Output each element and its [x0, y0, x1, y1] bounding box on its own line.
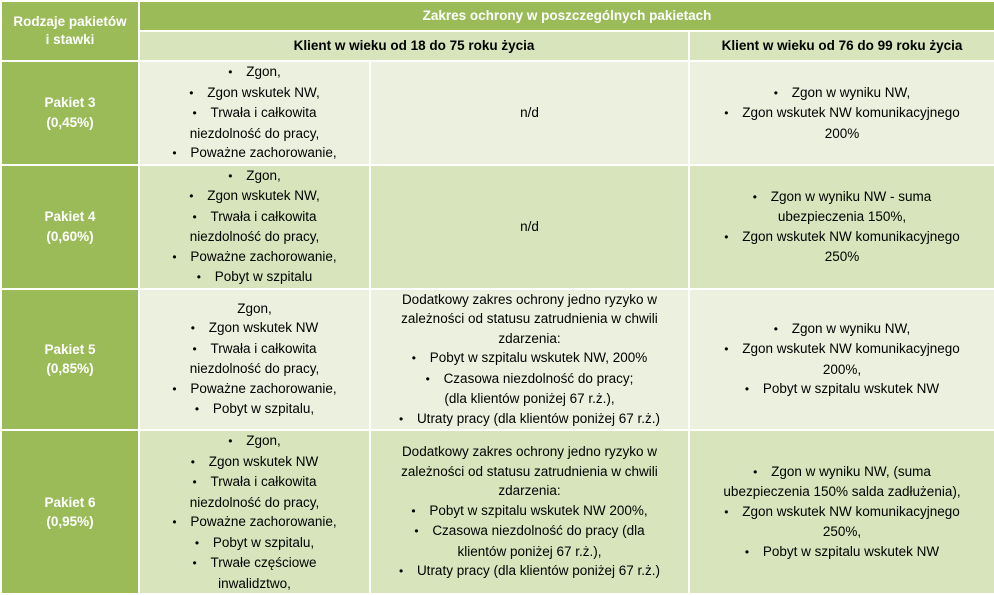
list-item-text: Zgon,: [246, 433, 281, 448]
bullet-icon: •: [189, 85, 194, 100]
list-item-text: Dodatkowy zakres ochrony jedno ryzyko w: [401, 291, 658, 307]
header-package-types: [1, 1, 139, 61]
coverage-list: [371, 442, 688, 582]
list-item: [140, 574, 369, 594]
list-item: [371, 217, 688, 237]
list-item: [690, 227, 994, 248]
header-age-76-99: Klient w wieku od 76 do 99 roku życia: [689, 31, 994, 61]
list-item-text: Zgon wskutek NW,: [207, 84, 320, 100]
list-item: [371, 103, 688, 123]
coverage-list-c: [689, 61, 994, 165]
bullet-icon: •: [425, 371, 430, 386]
list-item-text: Zgon wskutek NW komunikacyjnego: [742, 228, 960, 244]
bullet-icon: •: [724, 106, 729, 120]
list-item-text: Utraty pracy (dla klientów poniżej 67 r.ż.): [416, 410, 661, 426]
list-item: [371, 369, 688, 390]
list-item-text: Zgon,: [237, 300, 272, 316]
list-item-text: 250%: [824, 249, 860, 264]
coverage-list: [690, 319, 994, 400]
list-item-text: ubezpieczenia 150% salda zadłużenia),: [723, 484, 961, 500]
list-item: [371, 501, 688, 522]
coverage-list: [140, 431, 369, 593]
list-item: [690, 319, 994, 340]
coverage-list-b: [370, 165, 689, 289]
list-item: [690, 103, 994, 124]
bullet-icon: •: [228, 434, 233, 448]
list-item-text: Poważne zachorowanie,: [190, 380, 337, 396]
coverage-list: [140, 166, 369, 288]
table-row: [1, 165, 994, 289]
list-item: [140, 299, 369, 319]
list-item: [371, 481, 688, 501]
coverage-list: [371, 290, 688, 430]
list-item-text: 250%,: [822, 524, 862, 540]
list-item-text: Zgon w wyniku NW, (suma: [771, 463, 931, 479]
list-item-text: 200%: [824, 125, 860, 141]
bullet-icon: •: [190, 454, 195, 469]
list-item: [371, 561, 688, 582]
list-item-text: Pobyt w szpitalu wskutek NW 200%,: [429, 502, 648, 518]
list-item-text: inwalidztwo,: [218, 575, 291, 591]
list-item-text: Zgon wskutek NW komunikacyjnego: [742, 341, 960, 357]
list-item: [140, 247, 369, 268]
coverage-list: [371, 217, 688, 237]
list-item-text: 200%,: [822, 361, 862, 377]
list-item: [371, 290, 688, 310]
bullet-icon: •: [398, 411, 404, 426]
package-rate: (0,60%): [46, 228, 94, 244]
list-item-text: Czasowa niezdolność do pracy;: [443, 370, 634, 386]
list-item: [690, 462, 994, 483]
bullet-icon: •: [194, 535, 200, 550]
bullet-icon: •: [172, 515, 177, 529]
package-name-cell: [1, 165, 139, 289]
list-item-text: Trwała i całkowita: [210, 474, 317, 489]
list-item-text: n/d: [520, 105, 539, 120]
list-item: [140, 207, 369, 228]
list-item-text: Trwała i całkowita: [210, 105, 317, 120]
list-item: [140, 318, 369, 339]
list-item: [690, 360, 994, 380]
package-rate: (0,95%): [46, 514, 94, 529]
header-corner-line: i stawki: [45, 32, 95, 47]
list-item-text: Dodatkowy zakres ochrony jedno ryzyko w: [401, 444, 658, 460]
list-item-text: Poważne zachorowanie,: [190, 145, 337, 160]
list-item: [140, 124, 369, 144]
list-item: [140, 359, 369, 379]
list-item: [140, 452, 369, 473]
list-item: [140, 62, 369, 83]
bullet-icon: •: [172, 249, 177, 264]
package-name-cell: [1, 61, 139, 165]
list-item: [140, 431, 369, 452]
list-item-text: Poważne zachorowanie,: [190, 248, 337, 264]
coverage-list-a: [139, 61, 370, 165]
bullet-icon: •: [228, 168, 233, 183]
table-row: [1, 289, 994, 431]
list-item: [690, 542, 994, 563]
coverage-list-c: [689, 430, 994, 594]
coverage-list-b: [370, 430, 689, 594]
bullet-icon: •: [744, 544, 750, 559]
list-item-text: Zgon w wyniku NW - suma: [770, 188, 932, 204]
bullet-icon: •: [192, 106, 197, 120]
list-item: [690, 207, 994, 227]
list-item-text: zdarzenia:: [498, 483, 561, 499]
bullet-icon: •: [172, 381, 177, 396]
bullet-icon: •: [228, 65, 233, 79]
coverage-list: [140, 62, 369, 164]
bullet-icon: •: [192, 341, 197, 356]
list-item: [690, 83, 994, 104]
list-item-text: Pobyt w szpitalu wskutek NW, 200%: [429, 350, 648, 365]
list-item-text: Pobyt w szpitalu wskutek NW: [762, 381, 940, 397]
list-item: [371, 521, 688, 542]
list-item: [371, 462, 688, 482]
bullet-icon: •: [744, 382, 750, 397]
header-scope: Zakres ochrony w poszczególnych pakietach: [139, 1, 994, 31]
list-item-text: n/d: [520, 218, 539, 234]
list-item-text: ubezpieczenia 150%,: [777, 209, 907, 224]
coverage-list-b: [370, 61, 689, 165]
bullet-icon: •: [189, 189, 194, 203]
list-item: [371, 309, 688, 329]
table-row: [1, 430, 994, 594]
list-item-text: niezdolność do pracy,: [189, 125, 320, 141]
list-item: [690, 379, 994, 400]
bullet-icon: •: [773, 85, 778, 100]
list-item: [140, 533, 369, 554]
list-item-text: Utraty pracy (dla klientów poniżej 67 r.ż.): [416, 563, 661, 579]
coverage-list: [140, 299, 369, 420]
list-item: [690, 247, 994, 267]
list-item: [140, 553, 369, 574]
list-item-text: Zgon wskutek NW: [208, 453, 319, 469]
list-item-text: Pobyt w szpitalu: [214, 269, 313, 284]
list-item-text: Trwała i całkowita: [210, 340, 317, 356]
bullet-icon: •: [192, 209, 197, 224]
list-item-text: Zgon wskutek NW komunikacyjnego: [742, 503, 960, 519]
list-item-text: Pobyt w szpitalu wskutek NW: [762, 543, 940, 559]
list-item-text: zależności od statusu zatrudnienia w chwili: [401, 463, 658, 479]
list-item-text: Zgon wskutek NW: [208, 320, 319, 336]
list-item: [140, 472, 369, 493]
bullet-icon: •: [752, 189, 757, 204]
package-name: Pakiet 3: [44, 95, 96, 111]
list-item: [371, 389, 688, 409]
bullet-icon: •: [724, 342, 729, 357]
list-item: [690, 502, 994, 523]
list-item-text: (dla klientów poniżej 67 r.ż.),: [444, 391, 615, 406]
list-item-text: zależności od statusu zatrudnienia w chwili: [401, 311, 658, 326]
list-item-text: Zgon,: [246, 64, 281, 79]
list-item: [140, 267, 369, 288]
list-item-text: Trwała i całkowita: [210, 208, 317, 224]
coverage-list-a: [139, 430, 370, 594]
list-item-text: niezdolność do pracy,: [189, 229, 320, 244]
list-item-text: Zgon wskutek NW komunikacyjnego: [742, 105, 960, 120]
package-name-cell: [1, 430, 139, 594]
list-item-text: Pobyt w szpitalu,: [212, 401, 315, 417]
bullet-icon: •: [196, 270, 201, 284]
coverage-list-c: [689, 289, 994, 431]
bullet-icon: •: [414, 524, 419, 539]
coverage-list: [690, 83, 994, 144]
bullet-icon: •: [190, 321, 195, 336]
bullet-icon: •: [172, 146, 177, 160]
coverage-list: [371, 103, 688, 123]
coverage-list-c: [689, 165, 994, 289]
bullet-icon: •: [194, 402, 200, 417]
list-item-text: Zgon w wyniku NW,: [791, 84, 911, 100]
coverage-list-a: [139, 165, 370, 289]
list-item: [690, 187, 994, 208]
list-item: [371, 542, 688, 562]
list-item: [140, 186, 369, 207]
coverage-list: [690, 462, 994, 563]
list-item: [140, 227, 369, 247]
bullet-icon: •: [398, 564, 404, 579]
list-item-text: Czasowa niezdolność do pracy (dla: [432, 523, 645, 539]
list-item: [140, 103, 369, 124]
package-name: Pakiet 6: [44, 494, 96, 510]
list-item: [371, 329, 688, 349]
coverage-list: [690, 187, 994, 267]
list-item: [690, 339, 994, 360]
list-item: [140, 166, 369, 187]
bullet-icon: •: [773, 321, 778, 336]
list-item-text: Poważne zachorowanie,: [190, 514, 337, 529]
list-item: [690, 522, 994, 542]
list-item: [690, 124, 994, 144]
coverage-list-b: [370, 289, 689, 431]
list-item: [140, 339, 369, 360]
list-item: [140, 83, 369, 104]
bullet-icon: •: [192, 556, 197, 570]
list-item-text: Pobyt w szpitalu,: [212, 534, 315, 550]
list-item: [140, 512, 369, 533]
list-item-text: niezdolność do pracy,: [189, 494, 320, 510]
list-item-text: Zgon,: [246, 167, 281, 183]
bullet-icon: •: [724, 504, 729, 519]
bullet-icon: •: [411, 503, 416, 518]
list-item-text: klientów poniżej 67 r.ż.),: [457, 543, 602, 559]
list-item: [371, 348, 688, 369]
package-rate: (0,45%): [46, 114, 94, 130]
package-name: Pakiet 5: [44, 341, 96, 357]
bullet-icon: •: [753, 464, 758, 479]
list-item-text: Zgon w wyniku NW,: [791, 320, 911, 336]
package-name: Pakiet 4: [44, 209, 96, 224]
list-item: [371, 442, 688, 462]
list-item: [371, 409, 688, 430]
list-item-text: niezdolność do pracy,: [189, 361, 320, 377]
package-name-cell: [1, 289, 139, 431]
list-item: [140, 493, 369, 513]
header-age-18-75: Klient w wieku od 18 do 75 roku życia: [139, 31, 689, 61]
list-item-text: Trwałe częściowe: [210, 555, 317, 570]
header-corner-line: Rodzaje pakietów: [13, 14, 127, 29]
list-item: [690, 482, 994, 502]
list-item: [140, 143, 369, 164]
list-item: [140, 379, 369, 400]
bullet-icon: •: [192, 475, 197, 489]
list-item-text: zdarzenia:: [498, 330, 561, 346]
package-rate: (0,85%): [46, 361, 94, 377]
bullet-icon: •: [724, 229, 729, 244]
table-row: [1, 61, 994, 165]
list-item: [140, 399, 369, 420]
list-item-text: Zgon wskutek NW,: [207, 188, 320, 203]
coverage-list-a: [139, 289, 370, 431]
bullet-icon: •: [411, 351, 416, 365]
